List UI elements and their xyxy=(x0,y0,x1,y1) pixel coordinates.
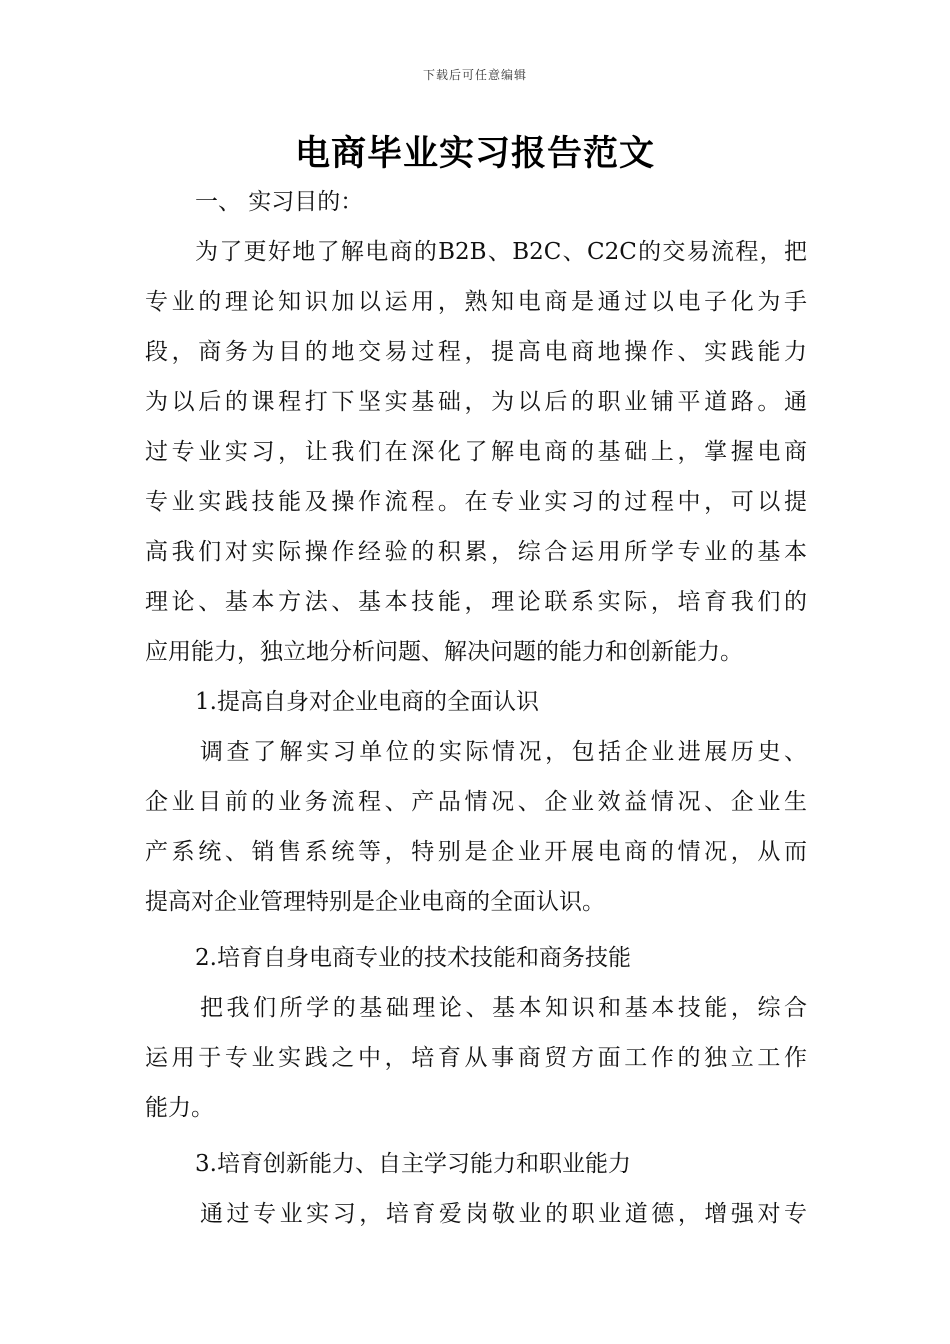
paragraph-line: 专业实践技能及操作流程。在专业实习的过程中，可以提 xyxy=(145,489,807,515)
subsection-heading: 3.培育创新能力、自主学习能力和职业能力 xyxy=(195,1151,631,1177)
paragraph-line: 专业的理论知识加以运用，熟知电商是通过以电子化为手 xyxy=(145,289,807,315)
document-title: 电商毕业实习报告范文 xyxy=(294,134,655,174)
document-body xyxy=(145,177,807,1239)
paragraph-line: 通过专业实习，培育爱岗敬业的职业道德，增强对专 xyxy=(200,1201,807,1227)
paragraph-line: 理论、基本方法、基本技能，理论联系实际，培育我们的 xyxy=(145,589,807,615)
paragraph-line: 能力。 xyxy=(145,1095,214,1121)
paragraph-line: 过专业实习，让我们在深化了解电商的基础上，掌握电商 xyxy=(145,439,807,465)
paragraph-line: 应用能力，独立地分析问题、解决问题的能力和创新能力。 xyxy=(145,639,743,665)
paragraph-line: 段，商务为目的地交易过程，提高电商地操作、实践能力 xyxy=(145,339,807,365)
subsection-heading: 2.培育自身电商专业的技术技能和商务技能 xyxy=(195,945,631,971)
paragraph-line: 运用于专业实践之中，培育从事商贸方面工作的独立工作 xyxy=(145,1045,807,1071)
paragraph-line: 为了更好地了解电商的B2B、B2C、C2C的交易流程，把 xyxy=(195,239,807,265)
paragraph-line: 企业目前的业务流程、产品情况、企业效益情况、企业生 xyxy=(145,789,807,815)
section-heading: 一、 实习目的： xyxy=(195,189,364,215)
paragraph-line: 调查了解实习单位的实际情况，包括企业进展历史、 xyxy=(200,739,807,765)
paragraph-line: 高我们对实际操作经验的积累，综合运用所学专业的基本 xyxy=(145,539,807,565)
paragraph-line: 为以后的课程打下坚实基础，为以后的职业铺平道路。通 xyxy=(145,389,807,415)
paragraph-line: 产系统、销售系统等，特别是企业开展电商的情况，从而 xyxy=(145,839,807,865)
header-note: 下载后可任意编辑 xyxy=(422,68,527,82)
paragraph-line: 提高对企业管理特别是企业电商的全面认识。 xyxy=(145,889,605,915)
subsection-heading: 1.提高自身对企业电商的全面认识 xyxy=(195,689,539,715)
paragraph-line: 把我们所学的基础理论、基本知识和基本技能，综合 xyxy=(200,995,807,1021)
